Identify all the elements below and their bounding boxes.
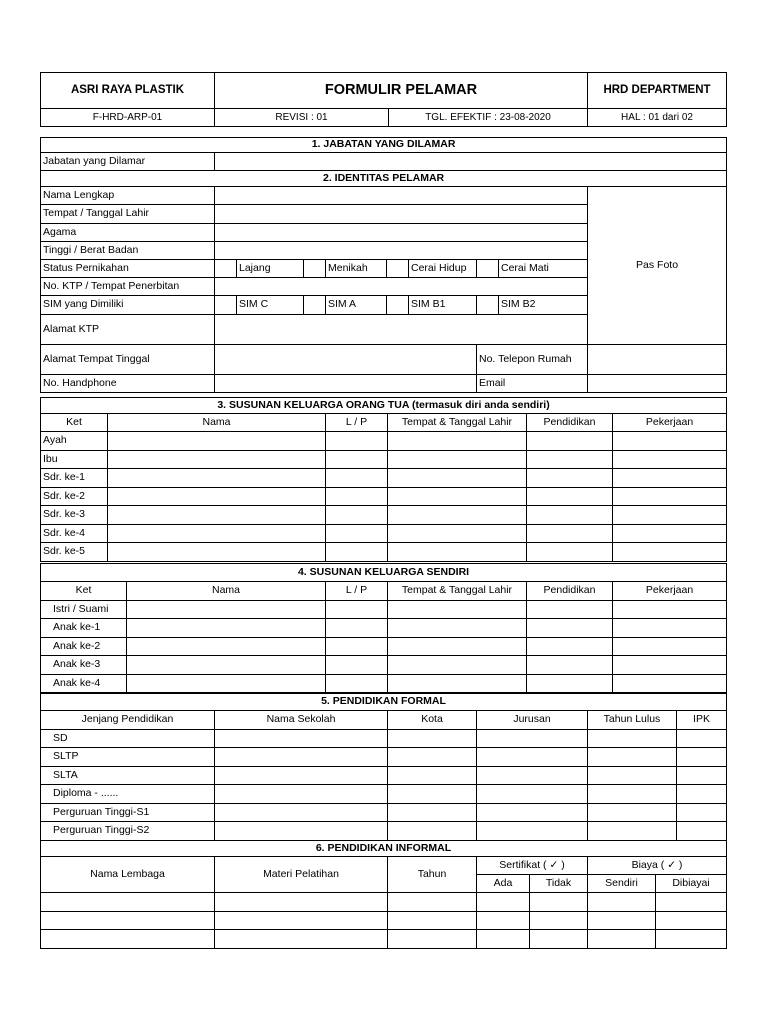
birth-cell[interactable] [388, 506, 527, 525]
table-row [41, 619, 727, 638]
name-cell[interactable] [108, 451, 326, 469]
height-weight-label: Tinggi / Berat Badan [41, 242, 215, 260]
material-cell[interactable] [215, 930, 388, 949]
effective-date: TGL. EFEKTIF : 23-08-2020 [389, 109, 588, 127]
name-cell[interactable] [127, 619, 326, 638]
institution-cell[interactable] [41, 912, 215, 930]
handphone-field[interactable] [215, 375, 477, 393]
table-row [41, 893, 727, 912]
job-cell[interactable] [613, 638, 727, 656]
birth-label: Tempat / Tanggal Lahir [41, 205, 215, 224]
gender-cell[interactable] [326, 469, 388, 488]
city-cell[interactable] [388, 822, 477, 841]
city-cell[interactable] [388, 785, 477, 804]
form-title: FORMULIR PELAMAR [215, 73, 588, 109]
photo-box: Pas Foto [588, 187, 727, 345]
certificate-no-header: Tidak [530, 875, 588, 893]
job-cell[interactable] [613, 601, 727, 619]
row-label: Diploma - ...... [41, 785, 215, 804]
marital-checkbox-lajang[interactable] [215, 260, 237, 278]
name-cell[interactable] [108, 469, 326, 488]
birth-cell[interactable] [388, 432, 527, 451]
marital-option-menikah: Menikah [326, 260, 387, 278]
column-header: Jenjang Pendidikan [41, 711, 215, 730]
gpa-cell[interactable] [677, 822, 727, 841]
material-cell[interactable] [215, 893, 388, 912]
year-cell[interactable] [588, 785, 677, 804]
job-cell[interactable] [613, 432, 727, 451]
home-phone-field[interactable] [588, 345, 727, 375]
gender-cell[interactable] [326, 619, 388, 638]
education-cell[interactable] [527, 506, 613, 525]
page-number: HAL : 01 dari 02 [588, 109, 727, 127]
gender-cell[interactable] [326, 432, 388, 451]
table-row [41, 601, 727, 619]
school-cell[interactable] [215, 748, 388, 767]
education-cell[interactable] [527, 675, 613, 693]
name-cell[interactable] [108, 506, 326, 525]
gender-cell[interactable] [326, 525, 388, 543]
section6-title: 6. PENDIDIKAN INFORMAL [41, 841, 727, 857]
own-family-table [40, 563, 727, 693]
certificate-yes-cell[interactable] [477, 912, 530, 930]
row-label: Anak ke-1 [41, 619, 127, 638]
job-cell[interactable] [613, 525, 727, 543]
email-field[interactable] [588, 375, 727, 393]
informal-education-table [40, 840, 727, 949]
birth-cell[interactable] [388, 469, 527, 488]
marital-option-lajang: Lajang [237, 260, 304, 278]
sim-checkbox-a[interactable] [304, 296, 326, 315]
sim-option-a: SIM A [326, 296, 387, 315]
sim-option-c: SIM C [237, 296, 304, 315]
position-field[interactable] [215, 153, 727, 171]
education-cell[interactable] [527, 432, 613, 451]
column-header: Ket [41, 582, 127, 601]
cost-self-cell[interactable] [588, 912, 656, 930]
table-row [41, 785, 727, 804]
birth-cell[interactable] [388, 543, 527, 562]
table-row [41, 930, 727, 949]
certificate-yes-cell[interactable] [477, 930, 530, 949]
marital-option-cerai-hidup: Cerai Hidup [409, 260, 477, 278]
name-cell[interactable] [108, 432, 326, 451]
certificate-no-cell[interactable] [530, 930, 588, 949]
birth-cell[interactable] [388, 525, 527, 543]
gpa-cell[interactable] [677, 730, 727, 748]
year-cell[interactable] [388, 912, 477, 930]
table-row [41, 804, 727, 822]
job-cell[interactable] [613, 506, 727, 525]
gender-cell[interactable] [326, 656, 388, 675]
sim-checkbox-c[interactable] [215, 296, 237, 315]
birth-cell[interactable] [388, 675, 527, 693]
institution-cell[interactable] [41, 930, 215, 949]
row-label: Sdr. ke-4 [41, 525, 108, 543]
gender-cell[interactable] [326, 506, 388, 525]
row-label: Perguruan Tinggi-S2 [41, 822, 215, 841]
marital-checkbox-cerai-mati[interactable] [477, 260, 499, 278]
doc-code: F-HRD-ARP-01 [41, 109, 215, 127]
year-cell[interactable] [588, 748, 677, 767]
cost-sponsored-cell[interactable] [656, 893, 727, 912]
birth-cell[interactable] [388, 451, 527, 469]
major-cell[interactable] [477, 785, 588, 804]
department-name: HRD DEPARTMENT [588, 73, 727, 109]
name-cell[interactable] [127, 601, 326, 619]
education-cell[interactable] [527, 543, 613, 562]
major-cell[interactable] [477, 730, 588, 748]
city-cell[interactable] [388, 767, 477, 785]
position-label: Jabatan yang Dilamar [41, 153, 215, 171]
religion-label: Agama [41, 224, 215, 242]
section4-title: 4. SUSUNAN KELUARGA SENDIRI [41, 564, 727, 582]
name-cell[interactable] [127, 675, 326, 693]
column-header: Tempat & Tanggal Lahir [388, 582, 527, 601]
column-header: IPK [677, 711, 727, 730]
job-cell[interactable] [613, 656, 727, 675]
education-cell[interactable] [527, 619, 613, 638]
school-cell[interactable] [215, 767, 388, 785]
marital-status-label: Status Pernikahan [41, 260, 215, 278]
row-label: Sdr. ke-1 [41, 469, 108, 488]
column-header: Tahun Lulus [588, 711, 677, 730]
parent-family-table [40, 397, 727, 562]
birth-cell[interactable] [388, 601, 527, 619]
gender-cell[interactable] [326, 543, 388, 562]
year-cell[interactable] [388, 930, 477, 949]
column-header: Nama Sekolah [215, 711, 388, 730]
table-row [41, 767, 727, 785]
company-name: ASRI RAYA PLASTIK [41, 73, 215, 109]
table-row [41, 822, 727, 841]
name-cell[interactable] [108, 488, 326, 506]
row-label: SLTA [41, 767, 215, 785]
table-row [41, 506, 727, 525]
gender-cell[interactable] [326, 451, 388, 469]
column-header: Pekerjaan [613, 582, 727, 601]
education-cell[interactable] [527, 488, 613, 506]
applicant-identity-table [40, 137, 727, 393]
row-label: Istri / Suami [41, 601, 127, 619]
table-row [41, 638, 727, 656]
column-header: L / P [326, 582, 388, 601]
table-row [41, 469, 727, 488]
section5-title: 5. PENDIDIKAN FORMAL [41, 694, 727, 711]
section2-title: 2. IDENTITAS PELAMAR [41, 171, 727, 187]
birth-cell[interactable] [388, 656, 527, 675]
city-cell[interactable] [388, 748, 477, 767]
major-cell[interactable] [477, 804, 588, 822]
religion-field[interactable] [215, 224, 588, 242]
row-label: Sdr. ke-3 [41, 506, 108, 525]
sim-option-b2: SIM B2 [499, 296, 588, 315]
formal-education-table [40, 693, 727, 841]
gpa-cell[interactable] [677, 767, 727, 785]
name-cell[interactable] [127, 638, 326, 656]
column-header: Nama [127, 582, 326, 601]
section1-title: 1. JABATAN YANG DILAMAR [41, 138, 727, 153]
job-cell[interactable] [613, 675, 727, 693]
table-row [41, 675, 727, 693]
column-header: Pendidikan [527, 414, 613, 432]
birth-cell[interactable] [388, 488, 527, 506]
height-weight-field[interactable] [215, 242, 588, 260]
certificate-yes-cell[interactable] [477, 893, 530, 912]
education-cell[interactable] [527, 656, 613, 675]
birth-field[interactable] [215, 205, 588, 224]
sim-label: SIM yang Dimiliki [41, 296, 215, 315]
cost-header: Biaya ( ✓ ) [588, 857, 727, 875]
column-header: L / P [326, 414, 388, 432]
section3-title: 3. SUSUNAN KELUARGA ORANG TUA (termasuk diri anda sendiri) [41, 398, 727, 414]
year-cell[interactable] [588, 804, 677, 822]
name-cell[interactable] [108, 525, 326, 543]
city-cell[interactable] [388, 730, 477, 748]
sim-checkbox-b1[interactable] [387, 296, 409, 315]
ktp-address-label: Alamat KTP [41, 315, 215, 345]
education-cell[interactable] [527, 638, 613, 656]
gender-cell[interactable] [326, 638, 388, 656]
birth-cell[interactable] [388, 638, 527, 656]
gender-cell[interactable] [326, 488, 388, 506]
name-cell[interactable] [108, 543, 326, 562]
certificate-no-cell[interactable] [530, 893, 588, 912]
gender-cell[interactable] [326, 675, 388, 693]
column-header: Nama Lembaga [41, 857, 215, 893]
birth-cell[interactable] [388, 619, 527, 638]
row-label: Sdr. ke-2 [41, 488, 108, 506]
table-row [41, 730, 727, 748]
table-row [41, 748, 727, 767]
institution-cell[interactable] [41, 893, 215, 912]
job-cell[interactable] [613, 543, 727, 562]
row-label: Anak ke-2 [41, 638, 127, 656]
row-label: Anak ke-4 [41, 675, 127, 693]
school-cell[interactable] [215, 804, 388, 822]
education-cell[interactable] [527, 469, 613, 488]
row-label: SD [41, 730, 215, 748]
gpa-cell[interactable] [677, 804, 727, 822]
cost-sponsored-cell[interactable] [656, 912, 727, 930]
table-row [41, 432, 727, 451]
home-address-label: Alamat Tempat Tinggal [41, 345, 215, 375]
column-header: Nama [108, 414, 326, 432]
major-cell[interactable] [477, 767, 588, 785]
school-cell[interactable] [215, 730, 388, 748]
certificate-yes-header: Ada [477, 875, 530, 893]
column-header: Jurusan [477, 711, 588, 730]
city-cell[interactable] [388, 804, 477, 822]
education-cell[interactable] [527, 601, 613, 619]
certificate-no-cell[interactable] [530, 912, 588, 930]
row-label: Sdr. ke-5 [41, 543, 108, 562]
year-cell[interactable] [588, 767, 677, 785]
material-cell[interactable] [215, 912, 388, 930]
column-header: Materi Pelatihan [215, 857, 388, 893]
year-cell[interactable] [588, 730, 677, 748]
form-header [40, 72, 727, 127]
gpa-cell[interactable] [677, 785, 727, 804]
sim-option-b1: SIM B1 [409, 296, 477, 315]
column-header: Pekerjaan [613, 414, 727, 432]
school-cell[interactable] [215, 822, 388, 841]
column-header: Pendidikan [527, 582, 613, 601]
job-cell[interactable] [613, 451, 727, 469]
cost-self-cell[interactable] [588, 893, 656, 912]
cost-self-header: Sendiri [588, 875, 656, 893]
marital-checkbox-cerai-hidup[interactable] [387, 260, 409, 278]
table-row [41, 656, 727, 675]
home-address-field[interactable] [215, 345, 477, 375]
column-header: Tempat & Tanggal Lahir [388, 414, 527, 432]
home-phone-label: No. Telepon Rumah [477, 345, 588, 375]
job-cell[interactable] [613, 488, 727, 506]
ktp-address-field[interactable] [215, 315, 588, 345]
row-label: Ayah [41, 432, 108, 451]
row-label: Perguruan Tinggi-S1 [41, 804, 215, 822]
column-header: Ket [41, 414, 108, 432]
row-label: Ibu [41, 451, 108, 469]
cost-sponsored-cell[interactable] [656, 930, 727, 949]
row-label: SLTP [41, 748, 215, 767]
table-row [41, 525, 727, 543]
gpa-cell[interactable] [677, 748, 727, 767]
full-name-label: Nama Lengkap [41, 187, 215, 205]
column-header: Kota [388, 711, 477, 730]
sim-checkbox-b2[interactable] [477, 296, 499, 315]
table-row [41, 543, 727, 562]
revision: REVISI : 01 [215, 109, 389, 127]
email-label: Email [477, 375, 588, 393]
table-row [41, 488, 727, 506]
cost-self-cell[interactable] [588, 930, 656, 949]
cost-sponsored-header: Dibiayai [656, 875, 727, 893]
major-cell[interactable] [477, 748, 588, 767]
row-label: Anak ke-3 [41, 656, 127, 675]
marital-option-cerai-mati: Cerai Mati [499, 260, 588, 278]
year-cell[interactable] [588, 822, 677, 841]
gender-cell[interactable] [326, 601, 388, 619]
table-row [41, 912, 727, 930]
marital-checkbox-menikah[interactable] [304, 260, 326, 278]
column-header: Tahun [388, 857, 477, 893]
school-cell[interactable] [215, 785, 388, 804]
ktp-label: No. KTP / Tempat Penerbitan [41, 278, 215, 296]
year-cell[interactable] [388, 893, 477, 912]
major-cell[interactable] [477, 822, 588, 841]
name-cell[interactable] [127, 656, 326, 675]
job-cell[interactable] [613, 619, 727, 638]
table-row [41, 451, 727, 469]
certificate-header: Sertifikat ( ✓ ) [477, 857, 588, 875]
education-cell[interactable] [527, 525, 613, 543]
education-cell[interactable] [527, 451, 613, 469]
full-name-field[interactable] [215, 187, 588, 205]
handphone-label: No. Handphone [41, 375, 215, 393]
job-cell[interactable] [613, 469, 727, 488]
ktp-field[interactable] [215, 278, 588, 296]
